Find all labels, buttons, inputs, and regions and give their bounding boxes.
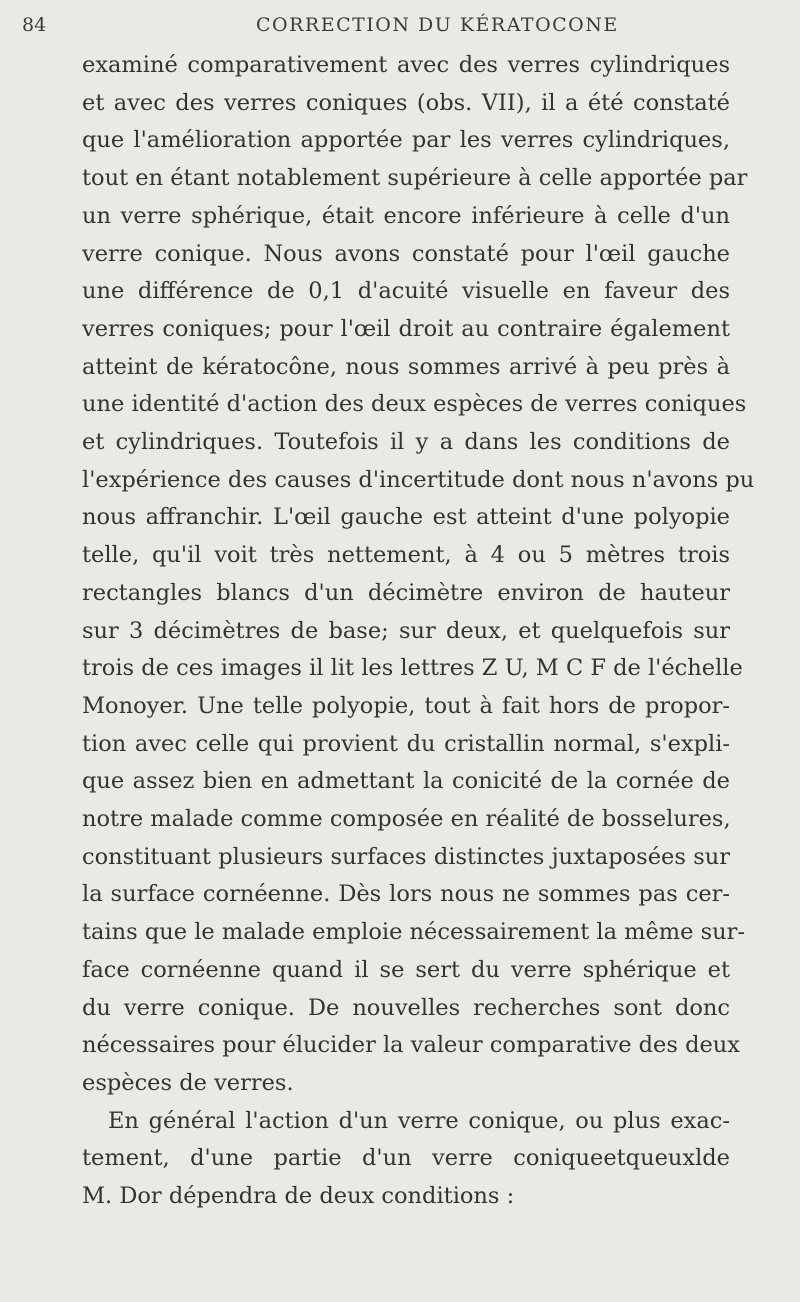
paragraph	[82, 1103, 730, 1216]
text-line: que assez bien en admettant la conicité de la cornée de	[82, 768, 730, 795]
text-line: une différence de 0,1 d'acuité visuelle en faveur des	[82, 278, 730, 305]
text-line: et avec des verres coniques (obs. VII), il a été constaté	[82, 89, 730, 116]
text-line: sur 3 décimètres de base; sur deux, et quelquefois sur	[82, 617, 730, 644]
text-line: verres coniques; pour l'œil droit au contraire également	[82, 315, 730, 342]
text-line: tains que le malade emploie nécessairement la même sur-	[82, 919, 746, 946]
text-line: rectangles blancs d'un décimètre environ de hauteur	[82, 579, 730, 606]
text-line: face cornéenne quand il se sert du verre sphérique et	[82, 956, 730, 983]
text-line: espèces de verres.	[82, 1069, 294, 1096]
running-title: CORRECTION DU KÉRATOCONE	[256, 14, 619, 36]
text-line: En général l'action d'un verre conique, ou plus exac-	[108, 1107, 730, 1134]
text-line: Monoyer. Une telle polyopie, tout à fait hors de propor-	[82, 692, 730, 719]
text-line: atteint de kératocône, nous sommes arrivé à peu près à	[82, 353, 730, 380]
text-line: constituant plusieurs surfaces distinctes juxtaposées sur	[82, 843, 730, 870]
text-line: nécessaires pour élucider la valeur comparative des deux	[82, 1032, 740, 1059]
text-line: du verre conique. De nouvelles recherches sont donc	[82, 994, 730, 1021]
text-line: notre malade comme composée en réalité de bosselures,	[82, 806, 731, 833]
text-line: la surface cornéenne. Dès lors nous ne sommes pas cer-	[82, 881, 730, 908]
text-line: M. Dor dépendra de deux conditions :	[82, 1183, 515, 1210]
text-line: l'expérience des causes d'incertitude dont nous n'avons pu	[82, 466, 755, 493]
text-line: tion avec celle qui provient du cristallin normal, s'expli-	[82, 730, 730, 757]
text-line: tement, d'une partie d'un verre coniqueetqueuxlde	[82, 1145, 730, 1172]
text-line: nous affranchir. L'œil gauche est atteint d'une polyopie	[82, 504, 730, 531]
page-number: 84	[22, 14, 47, 36]
text-line: verre conique. Nous avons constaté pour l'œil gauche	[82, 240, 730, 267]
text-line: et cylindriques. Toutefois il y a dans les conditions de	[82, 429, 730, 456]
text-line: trois de ces images il lit les lettres Z U, M C F de l'échelle	[82, 655, 743, 682]
paragraph	[82, 47, 755, 1103]
text-line: telle, qu'il voit très nettement, à 4 ou 5 mètres trois	[82, 542, 730, 569]
text-line: une identité d'action des deux espèces de verres coniques	[82, 391, 747, 418]
text-line: tout en étant notablement supérieure à celle apportée par	[82, 165, 748, 192]
text-line: un verre sphérique, était encore inférieure à celle d'un	[82, 202, 730, 229]
body-text	[82, 47, 755, 1216]
running-head	[22, 6, 778, 46]
text-line: examiné comparativement avec des verres cylindriques	[82, 52, 730, 78]
text-line: que l'amélioration apportée par les verres cylindriques,	[82, 127, 730, 154]
